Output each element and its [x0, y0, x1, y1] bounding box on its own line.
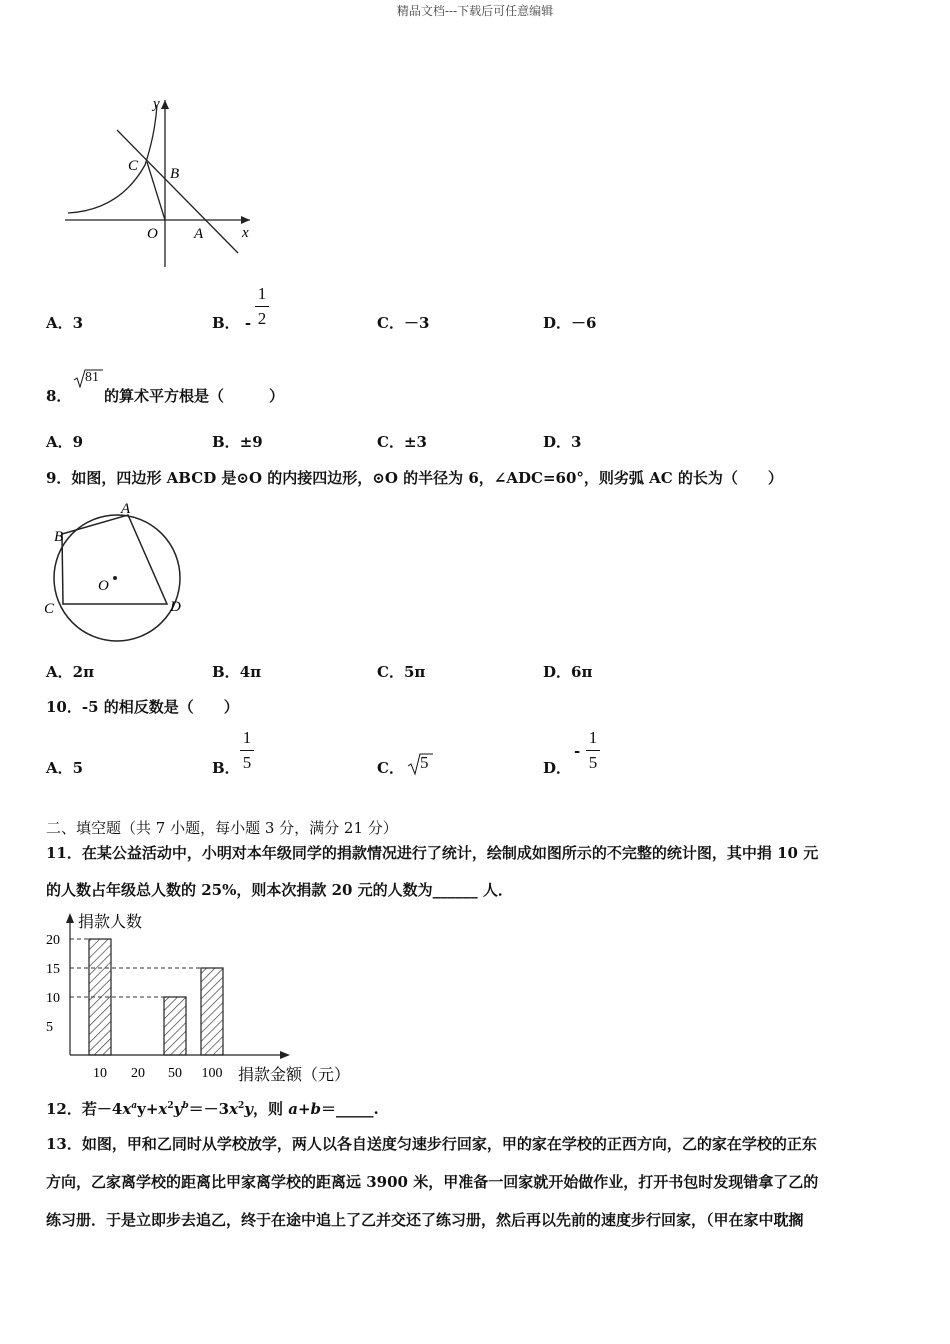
y-tick-label: 15 — [46, 962, 60, 977]
label-c: C — [44, 601, 55, 617]
q10-option-d-minus: - — [574, 742, 581, 760]
q9-option-b: B．4π — [212, 663, 262, 681]
q8-option-b: B．±9 — [212, 433, 263, 451]
q10-option-d-fraction: 1 5 — [586, 728, 600, 773]
q10-option-c-radicand: 5 — [420, 753, 429, 772]
q10-option-b: B． — [212, 759, 240, 777]
hyperbola-curve — [68, 105, 157, 213]
x-tick-label: 10 — [93, 1066, 107, 1081]
q11-bar-chart — [40, 905, 360, 1090]
bar-100 — [201, 968, 223, 1055]
q8-option-a: A．9 — [46, 433, 84, 451]
q9-option-a: A．2π — [46, 663, 95, 681]
y-axis-arrow — [66, 913, 74, 923]
q8-option-d: D．3 — [543, 433, 582, 451]
y-tick-label: 5 — [46, 1020, 53, 1035]
q7-option-a: A．3 — [46, 314, 84, 332]
q10-stem: 10．-5 的相反数是（ ） — [46, 698, 239, 716]
label-b: B — [170, 166, 180, 182]
label-a: A — [194, 226, 204, 242]
label-o: O — [147, 226, 158, 242]
label-o: O — [98, 578, 109, 594]
q10-option-d: D． — [543, 759, 572, 777]
x-tick-label: 50 — [168, 1066, 182, 1081]
y-tick-label: 20 — [46, 933, 60, 948]
q11-line-2: 的人数占年级总人数的 25%，则本次捐款 20 元的人数为______ 人． — [46, 881, 513, 899]
q13-line-1: 13．如图，甲和乙同时从学校放学，两人以各自送度匀速步行回家，甲的家在学校的正西方向，乙的家在学校的正东 — [46, 1135, 817, 1153]
q9-figure — [40, 498, 190, 648]
q8-option-c: C．±3 — [377, 433, 427, 451]
bar-50 — [164, 997, 186, 1055]
q10-option-b-fraction: 1 5 — [240, 728, 254, 773]
q8-radicand: 81 — [85, 370, 99, 385]
q7-option-d: D．－6 — [543, 314, 597, 332]
label-x: x — [242, 225, 249, 241]
page-header: 精品文档---下载后可任意编辑 — [396, 4, 554, 18]
label-d: D — [170, 599, 181, 615]
q12-stem: 12．若$-4x^ay+x^2y^b=-3x^2y$，则 a+b＝_____. — [46, 1100, 379, 1118]
q9-option-d: D．6π — [543, 663, 593, 681]
center-o — [113, 576, 117, 580]
q10-option-a: A．5 — [46, 759, 84, 777]
y-tick-label: 10 — [46, 991, 60, 1006]
q13-line-3: 练习册．于是立即步去追乙，终于在途中追上了乙并交还了练习册，然后再以先前的速度步行回家，（甲在家中耽搁 — [46, 1211, 804, 1229]
x-axis-arrow — [280, 1051, 290, 1059]
q13-line-2: 方向，乙家离学校的距离比甲家离学校的距离远 3900 米，甲准备一回家就开始做作业，打开书包时发现错拿了乙的 — [46, 1173, 819, 1191]
label-y: y — [153, 96, 160, 112]
label-b: B — [54, 529, 64, 545]
q7-option-b: B． - — [212, 314, 252, 332]
q7-figure — [60, 95, 260, 275]
x-tick-label: 100 — [201, 1066, 223, 1081]
segment-oc — [147, 162, 165, 220]
q7-option-c: C．－3 — [377, 314, 430, 332]
label-a: A — [121, 501, 131, 517]
q9-option-c: C．5π — [377, 663, 426, 681]
label-c: C — [128, 158, 139, 174]
q8-stem: 的算术平方根是（ ） — [104, 387, 285, 405]
y-axis-label: 捐款人数 — [78, 914, 143, 931]
q8-number: 8． — [46, 387, 72, 405]
section-2-title: 二、填空题（共 7 小题，每小题 3 分，满分 21 分） — [46, 819, 398, 837]
x-axis-arrow — [241, 216, 250, 224]
q11-line-1: 11．在某公益活动中，小明对本年级同学的捐款情况进行了统计，绘制成如图所示的不完整的统计图，其中捐 10 元 — [46, 844, 819, 862]
x-axis-label: 捐款金额（元） — [238, 1067, 351, 1084]
x-tick-label: 20 — [131, 1066, 145, 1081]
q10-option-c: C． — [377, 759, 404, 777]
q7-option-b-fraction: 1 2 — [255, 284, 269, 329]
line-ab — [117, 130, 238, 253]
y-axis-arrow — [161, 100, 169, 109]
q9-stem: 9．如图，四边形 ABCD 是⊙O 的内接四边形，⊙O 的半径为 6，∠ADC=60°，则劣弧 AC 的长为（ ） — [46, 469, 783, 487]
